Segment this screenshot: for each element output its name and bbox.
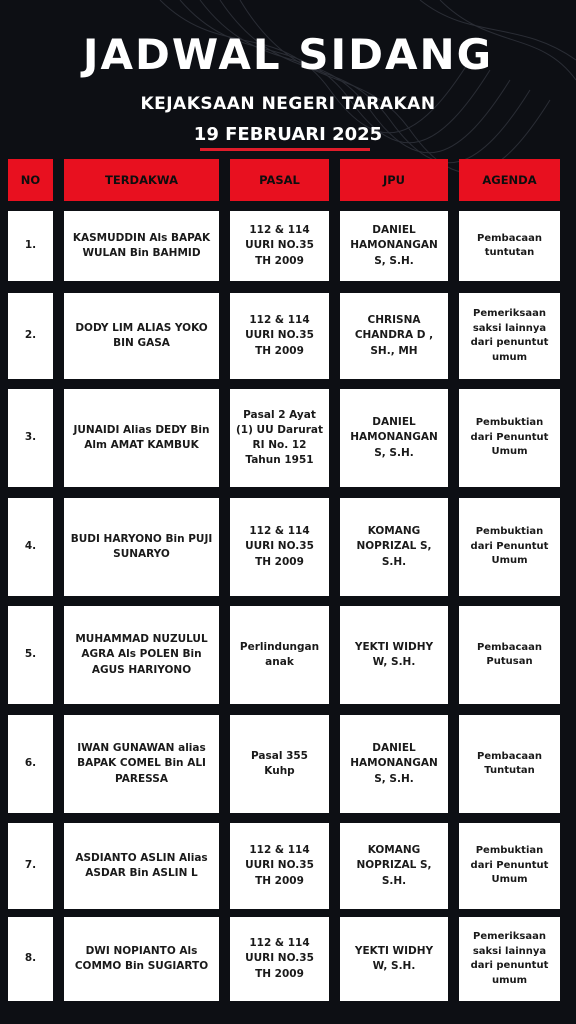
table-cell-terdakwa: ASDIANTO ASLIN Alias ASDAR Bin ASLIN L — [64, 823, 219, 909]
table-cell-no: 6. — [8, 715, 53, 813]
table-cell-pasal: Perlindungan anak — [230, 606, 329, 704]
header-cell-agenda: AGENDA — [459, 159, 560, 201]
table-cell-agenda: Pembuktian dari Penuntut Umum — [459, 823, 560, 909]
table-cell-no: 8. — [8, 917, 53, 1001]
header-cell-pasal: PASAL — [230, 159, 329, 201]
table-cell-pasal: Pasal 2 Ayat (1) UU Darurat RI No. 12 Tahun 1951 — [230, 389, 329, 487]
table-cell-agenda: Pemeriksaan saksi lainnya dari penuntut umum — [459, 917, 560, 1001]
table-cell-pasal: Pasal 355 Kuhp — [230, 715, 329, 813]
schedule-date: 19 FEBRUARI 2025 — [193, 124, 383, 145]
table-cell-no: 1. — [8, 211, 53, 281]
table-cell-no: 5. — [8, 606, 53, 704]
table-cell-agenda: Pembuktian dari Penuntut Umum — [459, 498, 560, 596]
header — [0, 0, 576, 160]
table-cell-agenda: Pembacaan Tuntutan — [459, 715, 560, 813]
table-cell-terdakwa: MUHAMMAD NUZULUL AGRA Als POLEN Bin AGUS HARIYONO — [64, 606, 219, 704]
table-cell-jpu: CHRISNA CHANDRA D , SH., MH — [340, 293, 448, 379]
table-cell-jpu: DANIEL HAMONANGAN S, S.H. — [340, 389, 448, 487]
table-cell-terdakwa: JUNAIDI Alias DEDY Bin Alm AMAT KAMBUK — [64, 389, 219, 487]
table-cell-pasal: 112 & 114 UURI NO.35 TH 2009 — [230, 293, 329, 379]
table-cell-no: 7. — [8, 823, 53, 909]
table-cell-pasal: 112 & 114 UURI NO.35 TH 2009 — [230, 211, 329, 281]
page-subtitle: KEJAKSAAN NEGERI TARAKAN — [140, 94, 436, 114]
table-cell-terdakwa: BUDI HARYONO Bin PUJI SUNARYO — [64, 498, 219, 596]
table-cell-no: 2. — [8, 293, 53, 379]
table-cell-jpu: DANIEL HAMONANGAN S, S.H. — [340, 715, 448, 813]
table-cell-pasal: 112 & 114 UURI NO.35 TH 2009 — [230, 498, 329, 596]
table-cell-jpu: DANIEL HAMONANGAN S, S.H. — [340, 211, 448, 281]
table-cell-jpu: YEKTI WIDHY W, S.H. — [340, 917, 448, 1001]
header-cell-no: NO — [8, 159, 53, 201]
table-cell-no: 4. — [8, 498, 53, 596]
table-cell-jpu: YEKTI WIDHY W, S.H. — [340, 606, 448, 704]
date-underline — [200, 148, 370, 151]
table-cell-agenda: Pemeriksaan saksi lainnya dari penuntut umum — [459, 293, 560, 379]
header-cell-jpu: JPU — [340, 159, 448, 201]
table-cell-pasal: 112 & 114 UURI NO.35 TH 2009 — [230, 917, 329, 1001]
table-cell-terdakwa: DODY LIM ALIAS YOKO BIN GASA — [64, 293, 219, 379]
table-cell-agenda: Pembacaan Putusan — [459, 606, 560, 704]
table-cell-agenda: Pembuktian dari Penuntut Umum — [459, 389, 560, 487]
table-cell-pasal: 112 & 114 UURI NO.35 TH 2009 — [230, 823, 329, 909]
table-cell-terdakwa: KASMUDDIN Als BAPAK WULAN Bin BAHMID — [64, 211, 219, 281]
header-cell-terdakwa: TERDAKWA — [64, 159, 219, 201]
table-cell-jpu: KOMANG NOPRIZAL S, S.H. — [340, 823, 448, 909]
table-cell-terdakwa: DWI NOPIANTO Als COMMO Bin SUGIARTO — [64, 917, 219, 1001]
table-cell-agenda: Pembacaan tuntutan — [459, 211, 560, 281]
page-title: JADWAL SIDANG — [82, 30, 494, 79]
table-cell-no: 3. — [8, 389, 53, 487]
table-cell-jpu: KOMANG NOPRIZAL S, S.H. — [340, 498, 448, 596]
table-cell-terdakwa: IWAN GUNAWAN alias BAPAK COMEL Bin ALI PARESSA — [64, 715, 219, 813]
